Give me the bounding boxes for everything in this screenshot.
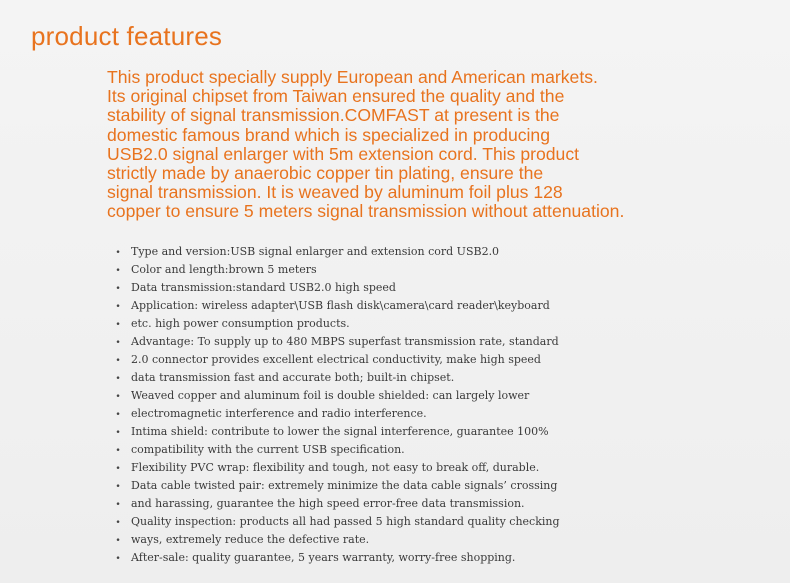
spec-line: Intima shield: contribute to lower the signal interference, guarantee 100% — [131, 425, 549, 438]
intro-line: copper to ensure 5 meters signal transmission without attenuation. — [107, 201, 625, 222]
bullet-icon: • — [115, 356, 121, 366]
spec-list — [131, 243, 560, 567]
bullet-icon: • — [115, 554, 121, 564]
bullet-icon: • — [115, 302, 121, 312]
spec-line: After-sale: quality guarantee, 5 years warranty, worry-free shopping. — [131, 551, 516, 564]
intro-line: stability of signal transmission.COMFAST at present is the — [107, 105, 560, 126]
bullet-icon: • — [115, 500, 121, 510]
bullet-icon: • — [115, 446, 121, 456]
spec-line: Application: wireless adapter\USB flash disk\camera\card reader\keyboard — [131, 299, 550, 312]
intro-line: strictly made by anaerobic copper tin plating, ensure the — [107, 163, 544, 184]
spec-line: Advantage: To supply up to 480 MBPS superfast transmission rate, standard — [131, 335, 559, 348]
bullet-icon: • — [115, 536, 121, 546]
intro-line: Its original chipset from Taiwan ensured the quality and the — [107, 86, 565, 107]
bullet-icon: • — [115, 464, 121, 474]
spec-line: Color and length:brown 5 meters — [131, 263, 317, 276]
spec-line: Weaved copper and aluminum foil is double shielded: can largely lower — [131, 389, 530, 402]
intro-paragraph — [107, 68, 787, 222]
bullet-icon: • — [115, 482, 121, 492]
bullet-column — [108, 244, 128, 568]
bullet-icon: • — [115, 266, 121, 276]
bullet-icon: • — [115, 392, 121, 402]
spec-line: data transmission fast and accurate both; built-in chipset. — [131, 371, 455, 384]
section-heading: product features — [31, 21, 223, 51]
bullet-icon: • — [115, 248, 121, 258]
spec-line: and harassing, guarantee the high speed error-free data transmission. — [131, 497, 525, 510]
intro-line: USB2.0 signal enlarger with 5m extension cord. This product — [107, 143, 580, 164]
bullet-icon: • — [115, 428, 121, 438]
spec-line: Quality inspection: products all had passed 5 high standard quality checking — [131, 515, 560, 528]
spec-line: compatibility with the current USB specification. — [131, 443, 405, 456]
intro-line: signal transmission. It is weaved by aluminum foil plus 128 — [107, 182, 563, 203]
bullet-icon: • — [115, 410, 121, 420]
spec-line: etc. high power consumption products. — [131, 317, 350, 330]
spec-line: Data transmission:standard USB2.0 high speed — [131, 281, 396, 294]
intro-line: This product specially supply European and American markets. — [107, 67, 598, 87]
spec-line: electromagnetic interference and radio interference. — [131, 407, 427, 420]
bullet-icon: • — [115, 320, 121, 330]
bullet-icon: • — [115, 284, 121, 294]
spec-line: Data cable twisted pair: extremely minimize the data cable signals’ crossing — [131, 479, 558, 492]
bullet-icon: • — [115, 338, 121, 348]
spec-line: Flexibility PVC wrap: flexibility and tough, not easy to break off, durable. — [131, 461, 540, 474]
intro-line: domestic famous brand which is specialized in producing — [107, 124, 551, 145]
spec-line: ways, extremely reduce the defective rate. — [131, 533, 370, 546]
bullet-icon: • — [115, 518, 121, 528]
bullet-icon: • — [115, 374, 121, 384]
spec-line: 2.0 connector provides excellent electrical conductivity, make high speed — [131, 353, 541, 366]
spec-line: Type and version:USB signal enlarger and extension cord USB2.0 — [131, 245, 500, 258]
